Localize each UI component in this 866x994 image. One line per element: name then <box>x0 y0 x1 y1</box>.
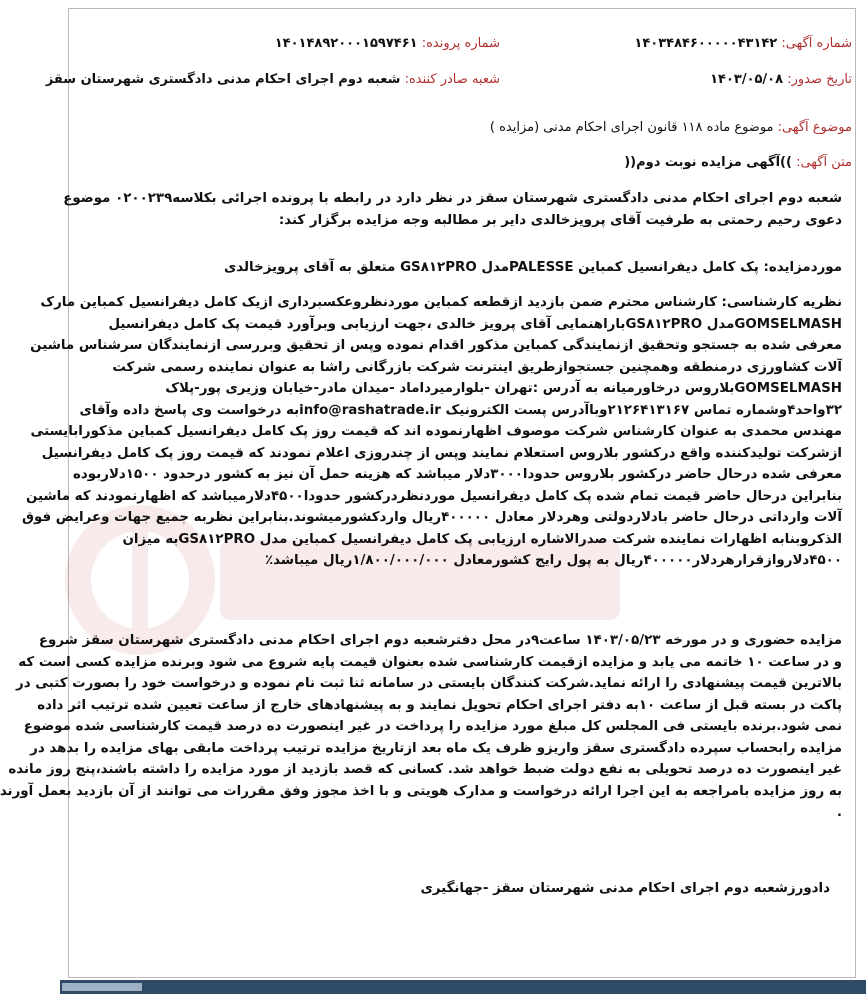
text-line: شعبه دوم اجرای احکام مدنی دادگستری شهرستان سقز در نظر دارد در رابطه با پرونده اجرائی بکلاسه۰۲۰۰۲۳۹ موضوع <box>63 191 842 206</box>
intro-paragraph <box>63 188 842 231</box>
text-line: بالاترین قیمت پیشنهادی را ارائه نماید.شرکت کنندگان بایستی در سامانه ثنا ثبت نام نموده و درخواست خود را بصورت کتبی در <box>15 676 842 691</box>
case-number-label: شماره پرونده: <box>421 36 500 51</box>
text-line: الذکروبنابه اظهارات نماینده شرکت صدرالاشاره ارزیابی پک کامل دیفرانسیل کمباین مدل GS۸۱۲PROبه میزان <box>122 531 842 547</box>
text-line: ازشرکت تولیدکننده واقع درکشور بلاروس استعلام نمایند وپس از چندروزی اعلام نمودند که قیمت روز پک کامل دیفرانسیل <box>41 445 842 461</box>
issue-date-label: تاریخ صدور: <box>787 72 852 87</box>
text-line: GOMSELMASHمدل GS۸۱۲PROباراهنمایی آقای پرویز خالدی ،جهت ارزیابی وبرآورد قیمت پک کامل دیفرانسیل <box>108 316 842 332</box>
text-line: GOMSELMASHبلاروس درخاورمیانه به آدرس :تهران -بلوارمیرداماد -میدان مادر-خیابان وزیری پور-پلاک <box>165 381 842 396</box>
issuer-label: شعبه صادر کننده: <box>404 72 500 87</box>
expert-opinion-paragraph <box>21 292 842 572</box>
text-line: معرفی شده به جستجو وتحقیق ازنمایندگی کمباین مذکور اقدام نموده وپس از تحقیق وبررسی ازنمایندگان سرشناس ماشین <box>30 338 842 353</box>
text-line: مزایده رابحساب سپرده دادگستری سقز واریزو ظرف یک ماه بعد ازتاریخ مزایده ترتیب پرداخت مابقی بهای مزایده را بدهد در <box>30 740 842 756</box>
notice-number-label: شماره آگهی: <box>781 36 852 51</box>
text-line: ۳۲واحد۴وشماره تماس ۲۱۲۶۴۱۳۱۶۷وباآدرس پست الکترونیک info@rashatrade.irبه درخواست وی پاسخ داده وآقای <box>79 402 842 418</box>
text-line: . <box>836 805 842 820</box>
text-line: نمی شود.برنده بایستی فی المجلس کل مبلغ مورد مزایده را پرداخت در غیر اینصورت ده درصد قیمت کارشناسی شده موضوع <box>23 719 842 734</box>
header-row-2 <box>45 72 866 98</box>
subject-row <box>60 120 866 146</box>
auction-terms-paragraph <box>0 630 842 824</box>
text-line: معرفی شده درحال حاضر درکشور بلاروس حدودا۳۰۰۰دلار میباشد که هزینه حمل آن نیز به کشور درحدود ۱۵۰۰دلاربوده <box>73 467 842 482</box>
subject-text: موضوع ماده ۱۱۸ قانون اجرای احکام مدنی (مزایده ) <box>489 120 774 135</box>
text-label: متن آگهی: <box>796 155 852 170</box>
issue-date: ۱۴۰۳/۰۵/۰۸ <box>710 72 784 87</box>
subject-label: موضوع آگهی: <box>777 120 852 135</box>
text-line: پاکت در بسته قبل از ساعت ۱۰به دفتر اجرای احکام تحویل نمایند و به پیشنهادهای خارج از ساعت تعیین شده ترتیب اثر داده <box>37 697 842 713</box>
issuer-name: شعبه دوم اجرای احکام مدنی دادگستری شهرستان سقز <box>45 72 401 87</box>
text-line: و در ساعت ۱۰ خاتمه می یابد و مزایده ازقیمت کارشناسی شده بعنوان قیمت پایه شروع می شود وبرنده مزایده کسی است که <box>18 654 842 670</box>
text-line: دعوی رحیم رحمتی به طرفیت آقای پرویزخالدی دایر بر مطالبه وجه مزایده برگزار کند: <box>278 212 842 228</box>
text-line: ۴۵۰۰دلاروازقرارهردلار۴۰۰۰۰۰ریال به پول رایج کشورمعادل ۱/۸۰۰/۰۰۰/۰۰۰ریال میباشد٪ <box>264 553 842 568</box>
signature-text: دادورزشعبه دوم اجرای احکام مدنی شهرستان سقز -جهانگیری <box>420 881 830 896</box>
text-line: نظریه کارشناسی: کارشناس محترم ضمن بازدید ازقطعه کمباین موردنظروعکسبرداری ازیک کامل دیفرانسیل کمباین مارک <box>40 295 842 310</box>
horizontal-scrollbar[interactable] <box>60 980 866 994</box>
signature <box>80 878 830 900</box>
text-line: مهندس محمدی به عنوان کارشناس شرکت موصوف اظهارنموده اند که قیمت روز پک کامل دیفرانسیل کمباین مذکورابایستی <box>30 424 842 439</box>
text-title: ))آگهی مزایده نوبت دوم(( <box>624 155 792 170</box>
scrollbar-thumb[interactable] <box>62 983 142 991</box>
text-line: مزایده حضوری و در مورخه ۱۴۰۳/۰۵/۲۳ ساعت۹در محل دفترشعبه دوم اجرای احکام مدنی دادگستری شهرستان سقز شروع <box>38 633 842 648</box>
case-number: ۱۴۰۱۴۸۹۲۰۰۰۱۵۹۷۴۶۱ <box>274 36 418 51</box>
text-line: بنابراین درحال حاضر قیمت تمام شده پک کامل دیفرانسیل موردنظردرکشور حدودا۴۵۰۰دلارمیباشد که اظهارنمودند که ماشین <box>25 488 842 504</box>
header-row-1 <box>60 36 866 62</box>
auction-item <box>80 257 842 279</box>
text-line: آلات کشاورزی درمنطقه وهمچنین جستجوازطریق اینترنت شرکت بازرگانی راشا به عنوان نماینده رسمی شرکت <box>112 359 842 375</box>
text-line: موردمزایده: پک کامل دیفرانسیل کمباین PALESSEمدل GS۸۱۲PRO متعلق به آقای پرویزخالدی <box>224 260 842 275</box>
text-title-row <box>60 155 866 181</box>
text-line: به روز مزایده بامراجعه به این اجرا ارائه درخواست و مدارک هویتی و با اخذ مجوز وفق مقررات می توانند از آن بازدید بعمل آورند <box>0 783 842 799</box>
text-line: آلات وارداتی درحال حاضر بادلاردولتی وهردلار معادل ۴۰۰۰۰۰ریال واردکشورمیشوند.بنابراین نظربه جمیع جهات وعرایض فوق <box>21 510 842 525</box>
text-line: غیر اینصورت ده درصد تحویلی به نفع دولت ضبط خواهد شد. کسانی که قصد بازدید از مورد مزایده را داشته باشند،پنج روز مانده <box>8 762 842 777</box>
notice-number: ۱۴۰۳۴۸۴۶۰۰۰۰۰۴۳۱۴۲ <box>634 36 778 51</box>
